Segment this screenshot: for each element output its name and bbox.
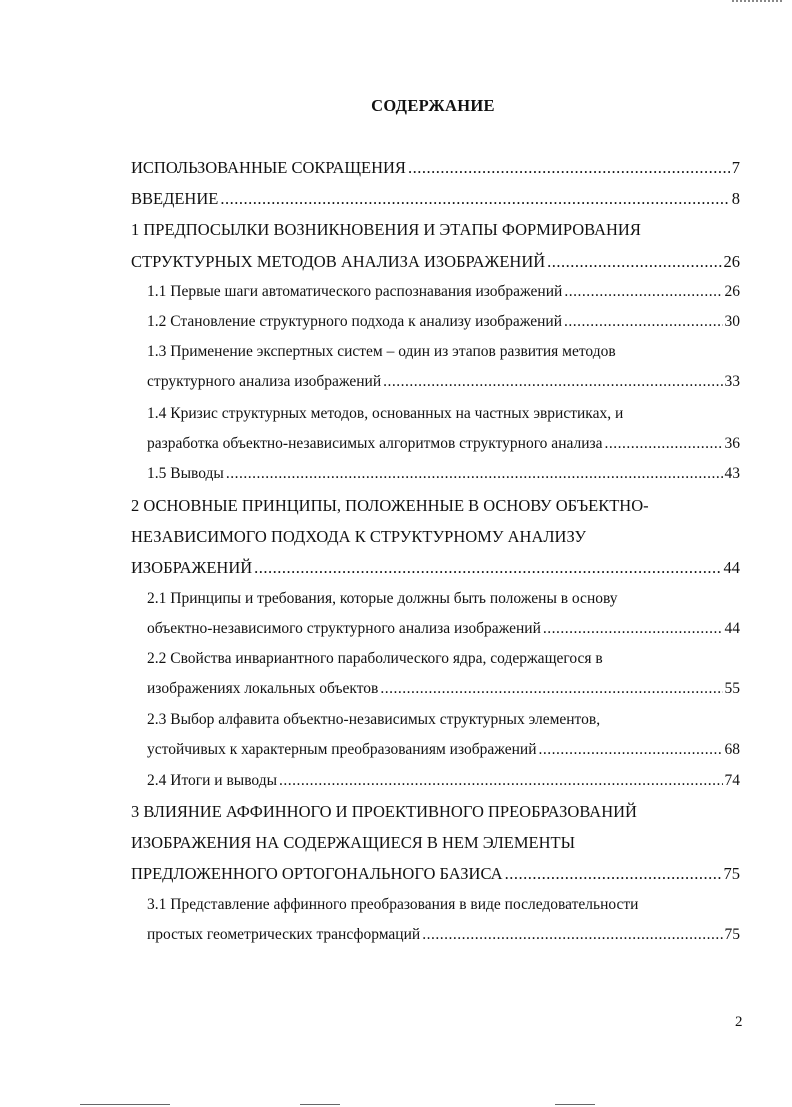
toc-subentry: простых геометрических трансформаций ..... 75 [147,926,740,950]
leader-dots [226,465,723,483]
leader-dots [220,189,729,209]
page-title: СОДЕРЖАНИЕ [371,96,495,115]
leader-dots [547,252,721,272]
toc-entry: ВВЕДЕНИЕ ..... 8 [131,189,740,213]
toc-entry-heading: 3 ВЛИЯНИЕ АФФИННОГО И ПРОЕКТИВНОГО ПРЕОБРАЗОВАНИЙ [131,802,637,821]
toc-entry-heading: ИЗОБРАЖЕНИЯ НА СОДЕРЖАЩИЕСЯ В НЕМ ЭЛЕМЕНТЫ [131,833,576,852]
toc-subentry: 1.1 Первые шаги автоматического распознавания изображений ..... 26 [147,283,740,307]
toc-page-number: 30 [724,313,740,330]
scan-artifact [732,0,782,4]
scan-artifact-rule [555,1104,595,1105]
toc-entry-heading: 1 ПРЕДПОСЫЛКИ ВОЗНИКНОВЕНИЯ И ЭТАПЫ ФОРМИРОВАНИЯ [131,220,641,239]
toc-subentry-heading: 1.4 Кризис структурных методов, основанных на частных эвристиках, и [147,405,624,422]
toc-subentry-heading: 2.2 Свойства инвариантного параболического ядра, содержащегося в [147,650,603,667]
toc-page-number: 7 [731,158,740,177]
toc-page-number: 36 [724,435,740,452]
toc-entry: ИСПОЛЬЗОВАННЫЕ СОКРАЩЕНИЯ ..... 7 [131,158,740,182]
toc-subentry-heading: 3.1 Представление аффинного преобразования в виде последовательности [147,896,639,913]
toc-page-number: 44 [723,558,740,577]
leader-dots [505,864,722,884]
toc-subentry: 1.2 Становление структурного подхода к анализу изображений ..... 30 [147,313,740,337]
toc-subentry: разработка объектно-независимых алгоритмов структурного анализа ..... 36 [147,435,740,459]
toc-subentry: изображениях локальных объектов ..... 55 [147,680,740,704]
leader-dots [422,926,722,944]
leader-dots [605,435,723,453]
leader-dots [380,680,722,698]
toc-page-number: 43 [724,465,740,482]
toc-page-number: 44 [724,620,740,637]
toc-page-number: 26 [723,252,740,271]
toc-subentry: устойчивых к характерным преобразованиям изображений ..... 68 [147,741,740,765]
scan-artifact-rule [80,1104,170,1105]
leader-dots [254,558,721,578]
toc-page-number: 75 [724,926,740,943]
toc-page-number: 75 [723,864,740,883]
toc-page-number: 55 [724,680,740,697]
leader-dots [408,158,730,178]
toc-subentry-heading: 2.3 Выбор алфавита объектно-независимых структурных элементов, [147,711,601,728]
toc-page-number: 33 [724,373,740,390]
toc-entry: ИЗОБРАЖЕНИЙ ..... 44 [131,558,740,582]
toc-entry-heading: 2 ОСНОВНЫЕ ПРИНЦИПЫ, ПОЛОЖЕННЫЕ В ОСНОВУ ОБЪЕКТНО- [131,496,649,515]
toc-subentry-heading: 2.1 Принципы и требования, которые должны быть положены в основу [147,590,618,607]
toc-page-number: 8 [731,189,740,208]
toc-entry: ПРЕДЛОЖЕННОГО ОРТОГОНАЛЬНОГО БАЗИСА ..... 75 [131,864,740,888]
leader-dots [539,741,723,759]
leader-dots [383,373,722,391]
page-number: 2 [735,1014,743,1030]
toc-subentry: 2.4 Итоги и выводы ..... 74 [147,772,740,796]
toc-subentry: структурного анализа изображений ..... 33 [147,373,740,397]
toc-entry: СТРУКТУРНЫХ МЕТОДОВ АНАЛИЗА ИЗОБРАЖЕНИЙ ..... 26 [131,252,740,276]
leader-dots [564,313,722,331]
leader-dots [564,283,722,301]
toc-page-number: 68 [724,741,740,758]
toc-page-number: 74 [724,772,740,789]
toc-subentry: объектно-независимого структурного анализа изображений ..... 44 [147,620,740,644]
leader-dots [279,772,722,790]
scan-artifact-rule [300,1104,340,1105]
toc-subentry-heading: 1.3 Применение экспертных систем – один из этапов развития методов [147,343,616,360]
leader-dots [543,620,723,638]
toc-page-number: 26 [724,283,740,300]
toc-subentry: 1.5 Выводы ..... 43 [147,465,740,489]
toc-entry-heading: НЕЗАВИСИМОГО ПОДХОДА К СТРУКТУРНОМУ АНАЛИЗУ [131,527,587,546]
